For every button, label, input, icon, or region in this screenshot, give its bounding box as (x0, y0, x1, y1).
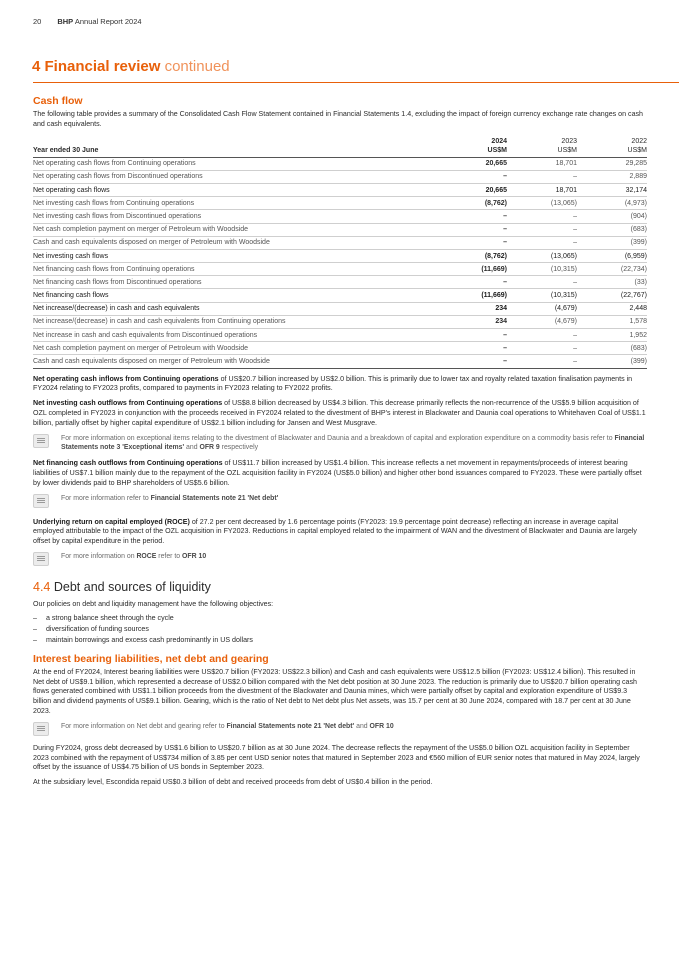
cell-2022: 1,952 (577, 329, 647, 342)
reference-note: For more information refer to Financial Statements note 21 'Net debt' (33, 494, 647, 508)
cell-2024: 20,665 (415, 183, 507, 196)
list-item: – maintain borrowings and excess cash predominantly in US dollars (33, 635, 647, 646)
cell-2022: (22,767) (577, 289, 647, 302)
table-row (33, 355, 647, 368)
reference-link[interactable]: OFR 10 (182, 552, 207, 560)
cell-2024: – (415, 329, 507, 342)
table-header-row (33, 137, 647, 158)
cell-2024: – (415, 223, 507, 236)
debt-paragraph-1: At the end of FY2024, Interest bearing liabilities were US$20.7 billion (FY2023: US$22.3 billion) and Cash and cash equivalents were US$12.5 billion (FY2023: US$12.4 billion). This resulted in Net debt of US$9.1 billion, which represented a decrease of US$2.0 billion compared with the Net debt position at 30 June 2023. The reduction is primarily due to US$20.7 billion operating cash flows generated combined with US$1.1 billion proceeds from the divestment of the Blackwater and Daunia mines, which were partially offset by capital and exploration expenditure of US$9.3 billion and dividend payments of US$9.1 billion. Gearing, which is the ratio of Net debt to Net debt plus Net assets, was 15.7 per cent at 30 June 2024, compared with 18.7 per cent at 30 June 2023. (33, 667, 637, 715)
cell-2022: (4,973) (577, 197, 647, 210)
reference-link[interactable]: ROCE (136, 552, 157, 560)
cell-2022: 32,174 (577, 183, 647, 196)
cell-2023: – (507, 236, 577, 249)
table-row (33, 315, 647, 328)
cell-2024: 234 (415, 302, 507, 315)
cell-2023: 18,701 (507, 157, 577, 170)
cell-2023: (4,679) (507, 315, 577, 328)
cell-2023: – (507, 210, 577, 223)
cell-2023: (13,065) (507, 197, 577, 210)
cell-2022: (22,734) (577, 263, 647, 276)
reference-link[interactable]: Financial Statements note 21 'Net debt' (150, 494, 279, 502)
table-row (33, 157, 647, 170)
cell-2022: (399) (577, 236, 647, 249)
reference-link[interactable]: Financial Statements note 21 'Net debt' (226, 722, 355, 730)
financing-paragraph: Net financing cash outflows from Continuing operations of US$11.7 billion increased by US$1.4 billion. This increase reflects a net movement in repayments/proceeds of interest bearing liabilities of US$7.1 billion mainly due to the repayment of the OZL acquisition facility in FY2024 (US$5.0 billion) and higher other bond issuances compared to FY2023. These were partially offset by lower dividends paid to BHP shareholders of US$5.6 billion. (33, 459, 642, 487)
objectives-list (33, 613, 647, 646)
document-reference-icon (33, 494, 49, 508)
cell-2023: (13,065) (507, 249, 577, 262)
table-label-header: Year ended 30 June (33, 137, 415, 158)
cashflow-intro: The following table provides a summary of the Consolidated Cash Flow Statement contained in Financial Statements 1.4, excluding the impact of foreign currency exchange rate changes on cash and cash equivalents. (33, 110, 644, 128)
section-title (32, 58, 230, 75)
cashflow-table-body (33, 157, 647, 368)
row-label: Cash and cash equivalents disposed on merger of Petroleum with Woodside (33, 355, 415, 368)
cell-2024: – (415, 355, 507, 368)
cell-2022: 2,448 (577, 302, 647, 315)
table-row (33, 263, 647, 276)
investing-paragraph: Net investing cash outflows from Continuing operations of US$8.8 billion decreased by US$4.3 billion. This decrease primarily reflects the non-recurrence of the US$5.9 billion acquisition of OZL completed in FY2023 in conjunction with the proceeds received in FY2024 related to the divestment of BHP's interest in Blackwater and Daunia coal operations to Whitehaven Coal of US$1.1 billion, partially offset by higher capital expenditure of US$2.1 billion including for Jansen and West Musgrave. (33, 399, 646, 427)
cell-2022: (6,959) (577, 249, 647, 262)
document-reference-icon (33, 552, 49, 566)
cell-2024: (11,669) (415, 263, 507, 276)
cell-2022: (904) (577, 210, 647, 223)
reference-note: For more information on exceptional items relating to the divestment of Blackwater and Daunia and a breakdown of capital and exploration expenditure on a commodity basis refer to Financial Statements note 3 'Exceptional items' and OFR 9 respectively (33, 434, 647, 453)
row-label: Net operating cash flows from Continuing operations (33, 157, 415, 170)
table-row (33, 236, 647, 249)
cashflow-table (33, 137, 647, 369)
section-title-continued: continued (164, 58, 230, 75)
cell-2023: – (507, 223, 577, 236)
row-label: Net increase/(decrease) in cash and cash equivalents (33, 302, 415, 315)
interest-bearing-heading: Interest bearing liabilities, net debt and gearing (33, 652, 269, 665)
debt-section-heading: 4.4 Debt and sources of liquidity (33, 579, 211, 594)
section-title-main: 4 Financial review (32, 58, 161, 75)
row-label: Net financing cash flows from Continuing operations (33, 263, 415, 276)
cell-2023: (10,315) (507, 263, 577, 276)
row-label: Net financing cash flows from Discontinued operations (33, 276, 415, 289)
row-label: Net cash completion payment on merger of Petroleum with Woodside (33, 342, 415, 355)
col-2023-header: 2023 US$M (507, 137, 577, 158)
cell-2023: (10,315) (507, 289, 577, 302)
cell-2022: 1,578 (577, 315, 647, 328)
cell-2023: (4,679) (507, 302, 577, 315)
cell-2023: – (507, 276, 577, 289)
cell-2022: (683) (577, 342, 647, 355)
cell-2024: – (415, 170, 507, 183)
debt-paragraph-2: During FY2024, gross debt decreased by US$1.6 billion to US$20.7 billion as at 30 June 2024. The decrease reflects the repayment of the US$5.0 billion OZL acquisition facility in September 2023 combined with the repayment of US$734 million of 3.85 per cent USD senior notes that matured in September 2023 and €560 million of EUR senior notes that matured in May 2024, largely offset by the issuance of US$4.75 billion of US bonds in September 2023. (33, 743, 640, 772)
cell-2024: – (415, 342, 507, 355)
table-row (33, 210, 647, 223)
list-item: – diversification of funding sources (33, 624, 647, 635)
cell-2024: – (415, 210, 507, 223)
table-row (33, 170, 647, 183)
cell-2023: 18,701 (507, 183, 577, 196)
cell-2024: 20,665 (415, 157, 507, 170)
cell-2024: – (415, 236, 507, 249)
row-label: Net investing cash flows from Continuing operations (33, 197, 415, 210)
row-label: Net operating cash flows from Discontinued operations (33, 170, 415, 183)
row-label: Net financing cash flows (33, 289, 415, 302)
table-row (33, 302, 647, 315)
col-2022-header: 2022 US$M (577, 137, 647, 158)
table-row (33, 249, 647, 262)
page-number: 20 (33, 17, 42, 26)
cell-2022: (399) (577, 355, 647, 368)
cell-2023: – (507, 355, 577, 368)
cell-2024: (8,762) (415, 197, 507, 210)
cell-2023: – (507, 170, 577, 183)
row-label: Net investing cash flows from Discontinued operations (33, 210, 415, 223)
row-label: Net investing cash flows (33, 249, 415, 262)
cell-2024: 234 (415, 315, 507, 328)
debt-intro: Our policies on debt and liquidity management have the following objectives: (33, 599, 274, 608)
cashflow-heading: Cash flow (33, 95, 83, 107)
reference-note: For more information on Net debt and gearing refer to Financial Statements note 21 'Net debt' and OFR 10 (33, 722, 647, 736)
cell-2023: – (507, 342, 577, 355)
row-label: Net cash completion payment on merger of Petroleum with Woodside (33, 223, 415, 236)
table-row (33, 289, 647, 302)
title-divider (33, 82, 679, 83)
table-row (33, 329, 647, 342)
reference-note: For more information on ROCE refer to OFR 10 (33, 552, 647, 566)
table-row (33, 223, 647, 236)
cell-2022: 29,285 (577, 157, 647, 170)
cell-2023: – (507, 329, 577, 342)
cell-2024: – (415, 276, 507, 289)
col-2024-header: 2024 US$M (415, 137, 507, 158)
document-reference-icon (33, 722, 49, 736)
table-row (33, 276, 647, 289)
roce-paragraph: Underlying return on capital employed (ROCE) of 27.2 per cent decreased by 1.6 percentage points (FY2023: 19.9 percentage point decrease) reflecting an increase in average capital employed attributable to the impact of the OZL acquisition in FY2023. Reductions in capital employed related to the impairment of WAN and the divestment of Blackwater and Daunia are largely offset by capital expenditure in the period. (33, 517, 637, 546)
operating-paragraph: Net operating cash inflows from Continuing operations of US$20.7 billion increased by US$2.0 billion. This is primarily due to lower tax and royalty related taxation finalisation payments in FY2024 relating to FY2023 profits, compared to payments in FY2023 relating to FY2022 profits. (33, 374, 633, 393)
table-row (33, 342, 647, 355)
table-row (33, 197, 647, 210)
reference-link[interactable]: OFR 9 (199, 443, 220, 451)
list-item: – a strong balance sheet through the cycle (33, 613, 647, 624)
table-row (33, 183, 647, 196)
cell-2022: 2,889 (577, 170, 647, 183)
reference-link[interactable]: Financial Statements note 3 'Exceptional items' (61, 434, 645, 451)
cell-2022: (683) (577, 223, 647, 236)
page-header (33, 17, 142, 26)
row-label: Cash and cash equivalents disposed on merger of Petroleum with Woodside (33, 236, 415, 249)
document-reference-icon (33, 434, 49, 448)
row-label: Net operating cash flows (33, 183, 415, 196)
company-name: BHP (57, 17, 74, 26)
cell-2024: (11,669) (415, 289, 507, 302)
reference-link[interactable]: OFR 10 (369, 722, 394, 730)
cell-2022: (33) (577, 276, 647, 289)
document-title: Annual Report 2024 (74, 17, 142, 26)
debt-paragraph-3: At the subsidiary level, Escondida repaid US$0.3 billion of debt and received proceeds from debt of US$0.4 billion in the period. (33, 778, 433, 787)
main-content (33, 95, 647, 793)
row-label: Net increase/(decrease) in cash and cash equivalents from Continuing operations (33, 315, 415, 328)
cell-2024: (8,762) (415, 249, 507, 262)
row-label: Net increase in cash and cash equivalents from Discontinued operations (33, 329, 415, 342)
